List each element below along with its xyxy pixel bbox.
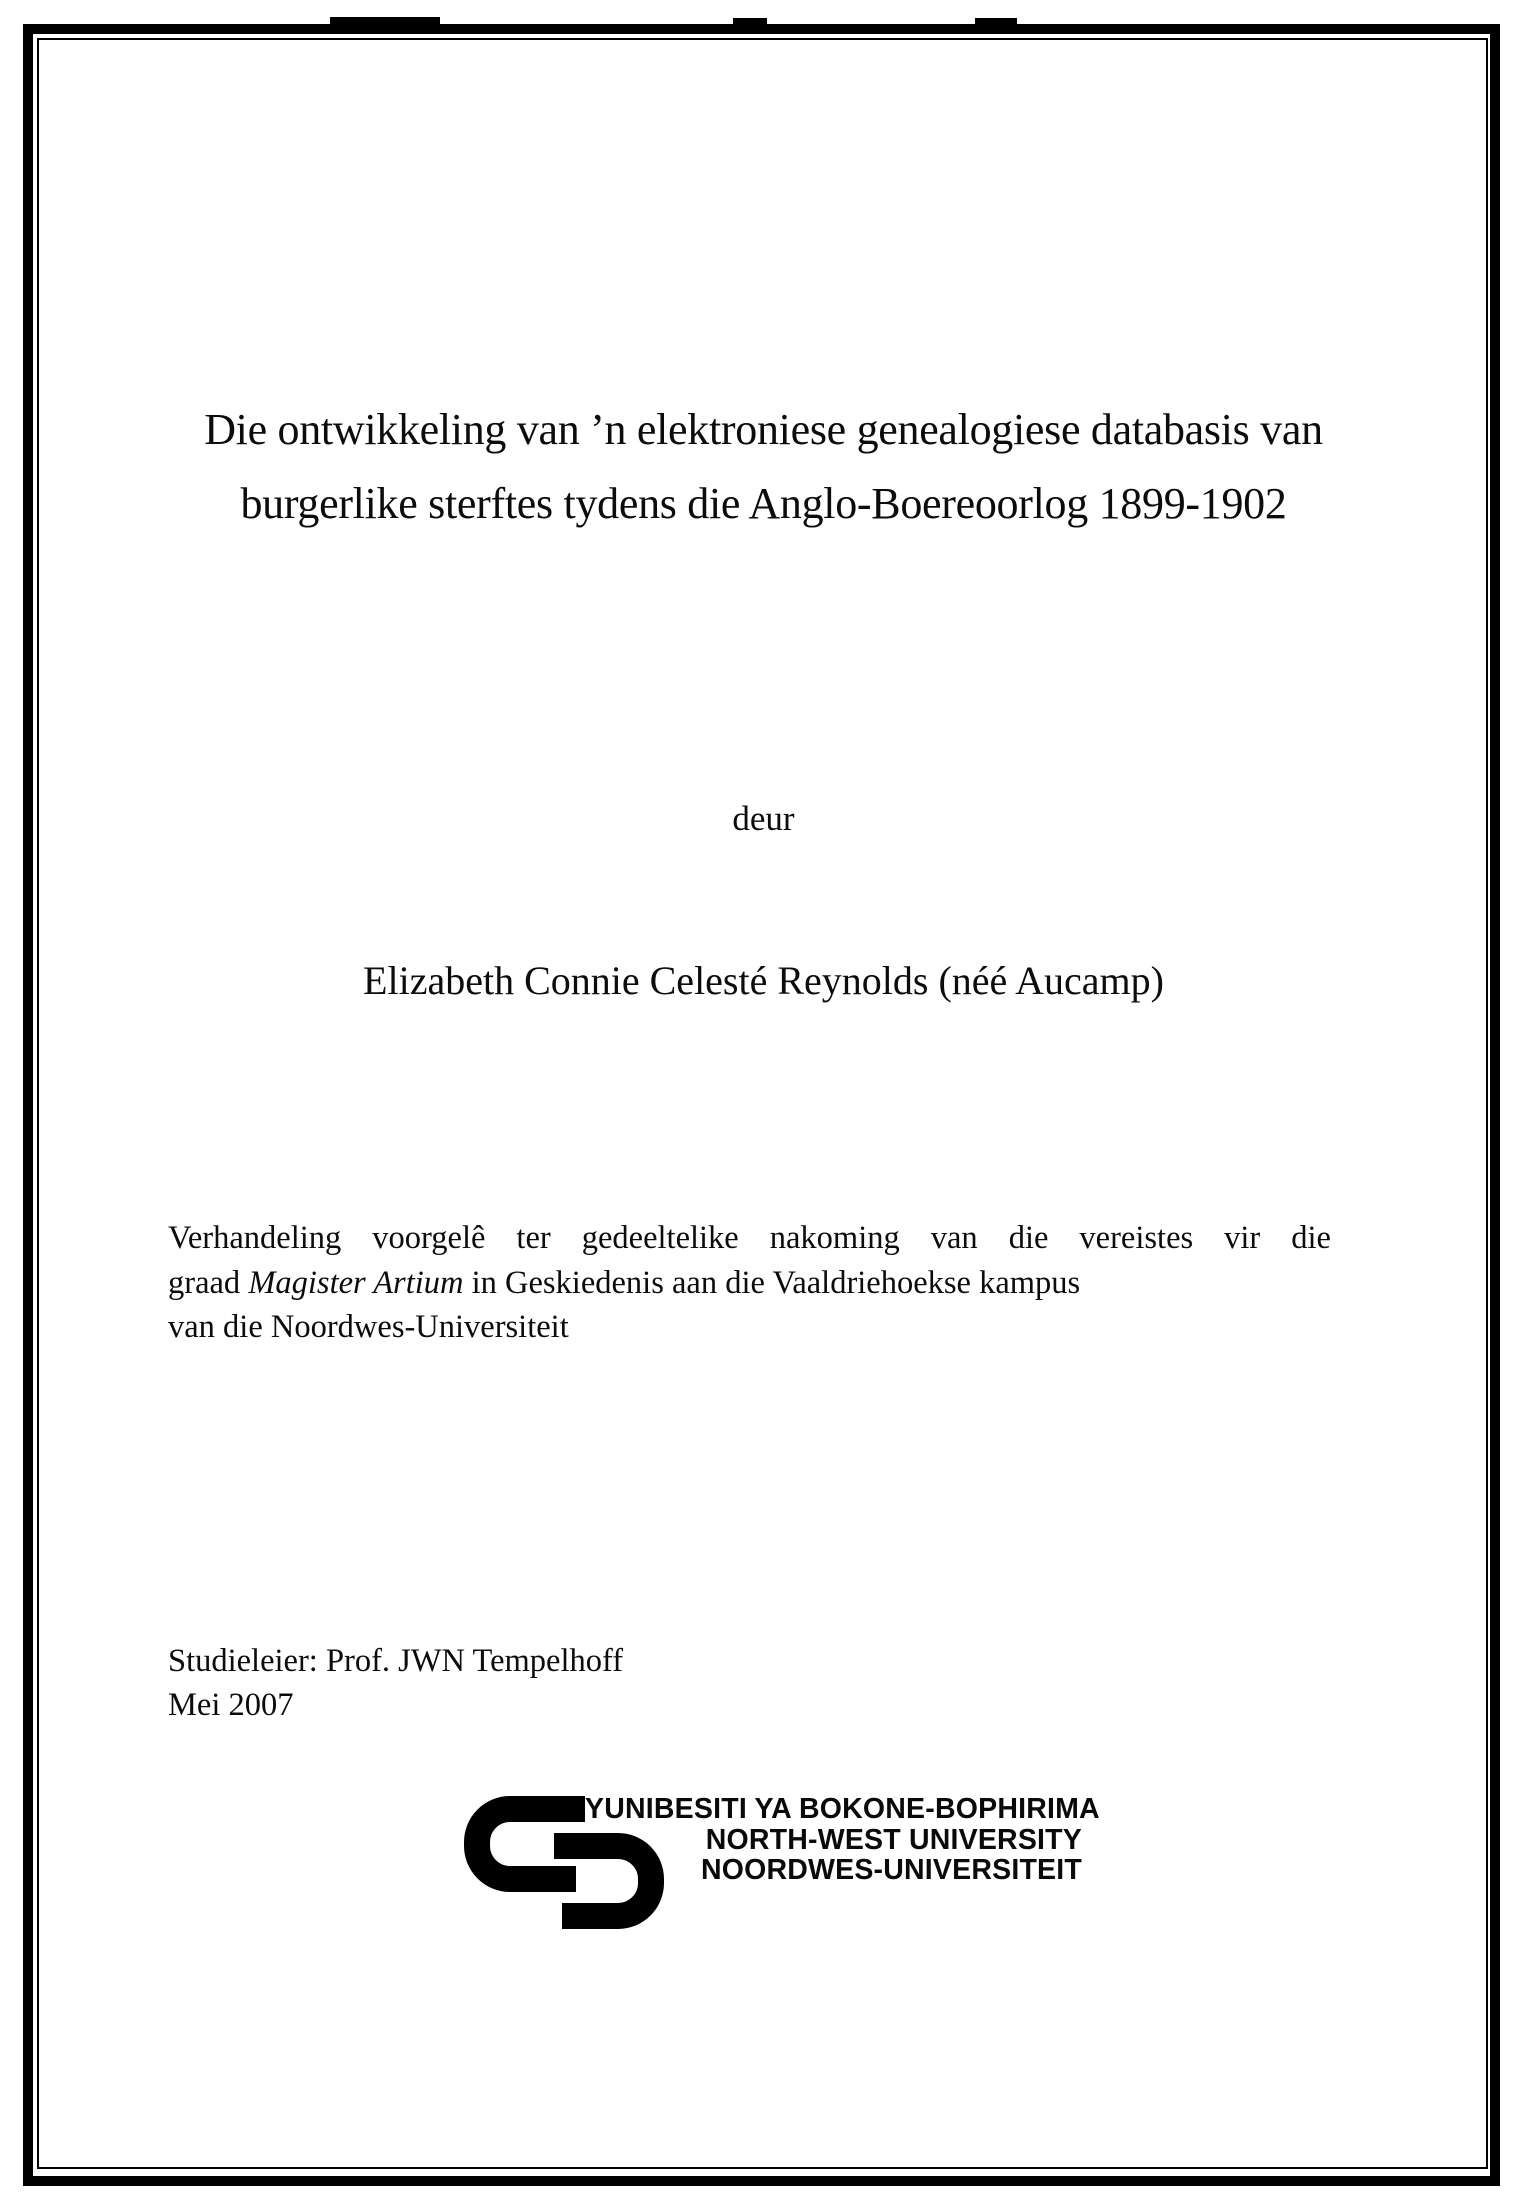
supervisor-line: Studieleier: Prof. JWN Tempelhoff <box>168 1643 624 1679</box>
scan-artifact <box>733 18 767 25</box>
supervisor-block <box>168 1639 623 1727</box>
thesis-title <box>0 393 1527 541</box>
date-line: Mei 2007 <box>168 1687 294 1723</box>
degree-statement-line2 <box>168 1261 1331 1306</box>
degree-statement <box>168 1216 1331 1350</box>
degree-line2-suffix: in Geskiedenis aan die Vaaldriehoekse kampus <box>463 1264 1081 1301</box>
degree-name-italic: Magister Artium <box>248 1264 464 1301</box>
degree-line2-prefix: graad <box>168 1264 249 1301</box>
university-logo-text <box>585 1793 1100 1886</box>
thesis-title-line2: burgerlike sterftes tydens die Anglo-Boereoorlog 1899-1902 <box>240 479 1287 528</box>
logo-line-afrikaans: NOORDWES-UNIVERSITEIT <box>700 1854 1082 1886</box>
logo-line-english: NORTH-WEST UNIVERSITY <box>705 1823 1082 1856</box>
byline-deur: deur <box>732 799 795 838</box>
degree-statement-line3: van die Noordwes-Universiteit <box>168 1309 569 1345</box>
scan-artifact <box>330 17 440 25</box>
logo-line-setswana: YUNIBESITI YA BOKONE-BOPHIRIMA <box>585 1793 1100 1825</box>
scan-artifact <box>975 18 1017 25</box>
degree-statement-line1: Verhandeling voorgelê ter gedeeltelike nakoming van die vereistes vir die <box>168 1220 1331 1256</box>
thesis-title-line1: Die ontwikkeling van ’n elektroniese genealogiese databasis van <box>204 405 1323 454</box>
author-name: Elizabeth Connie Celesté Reynolds (néé Aucamp) <box>363 958 1164 1003</box>
